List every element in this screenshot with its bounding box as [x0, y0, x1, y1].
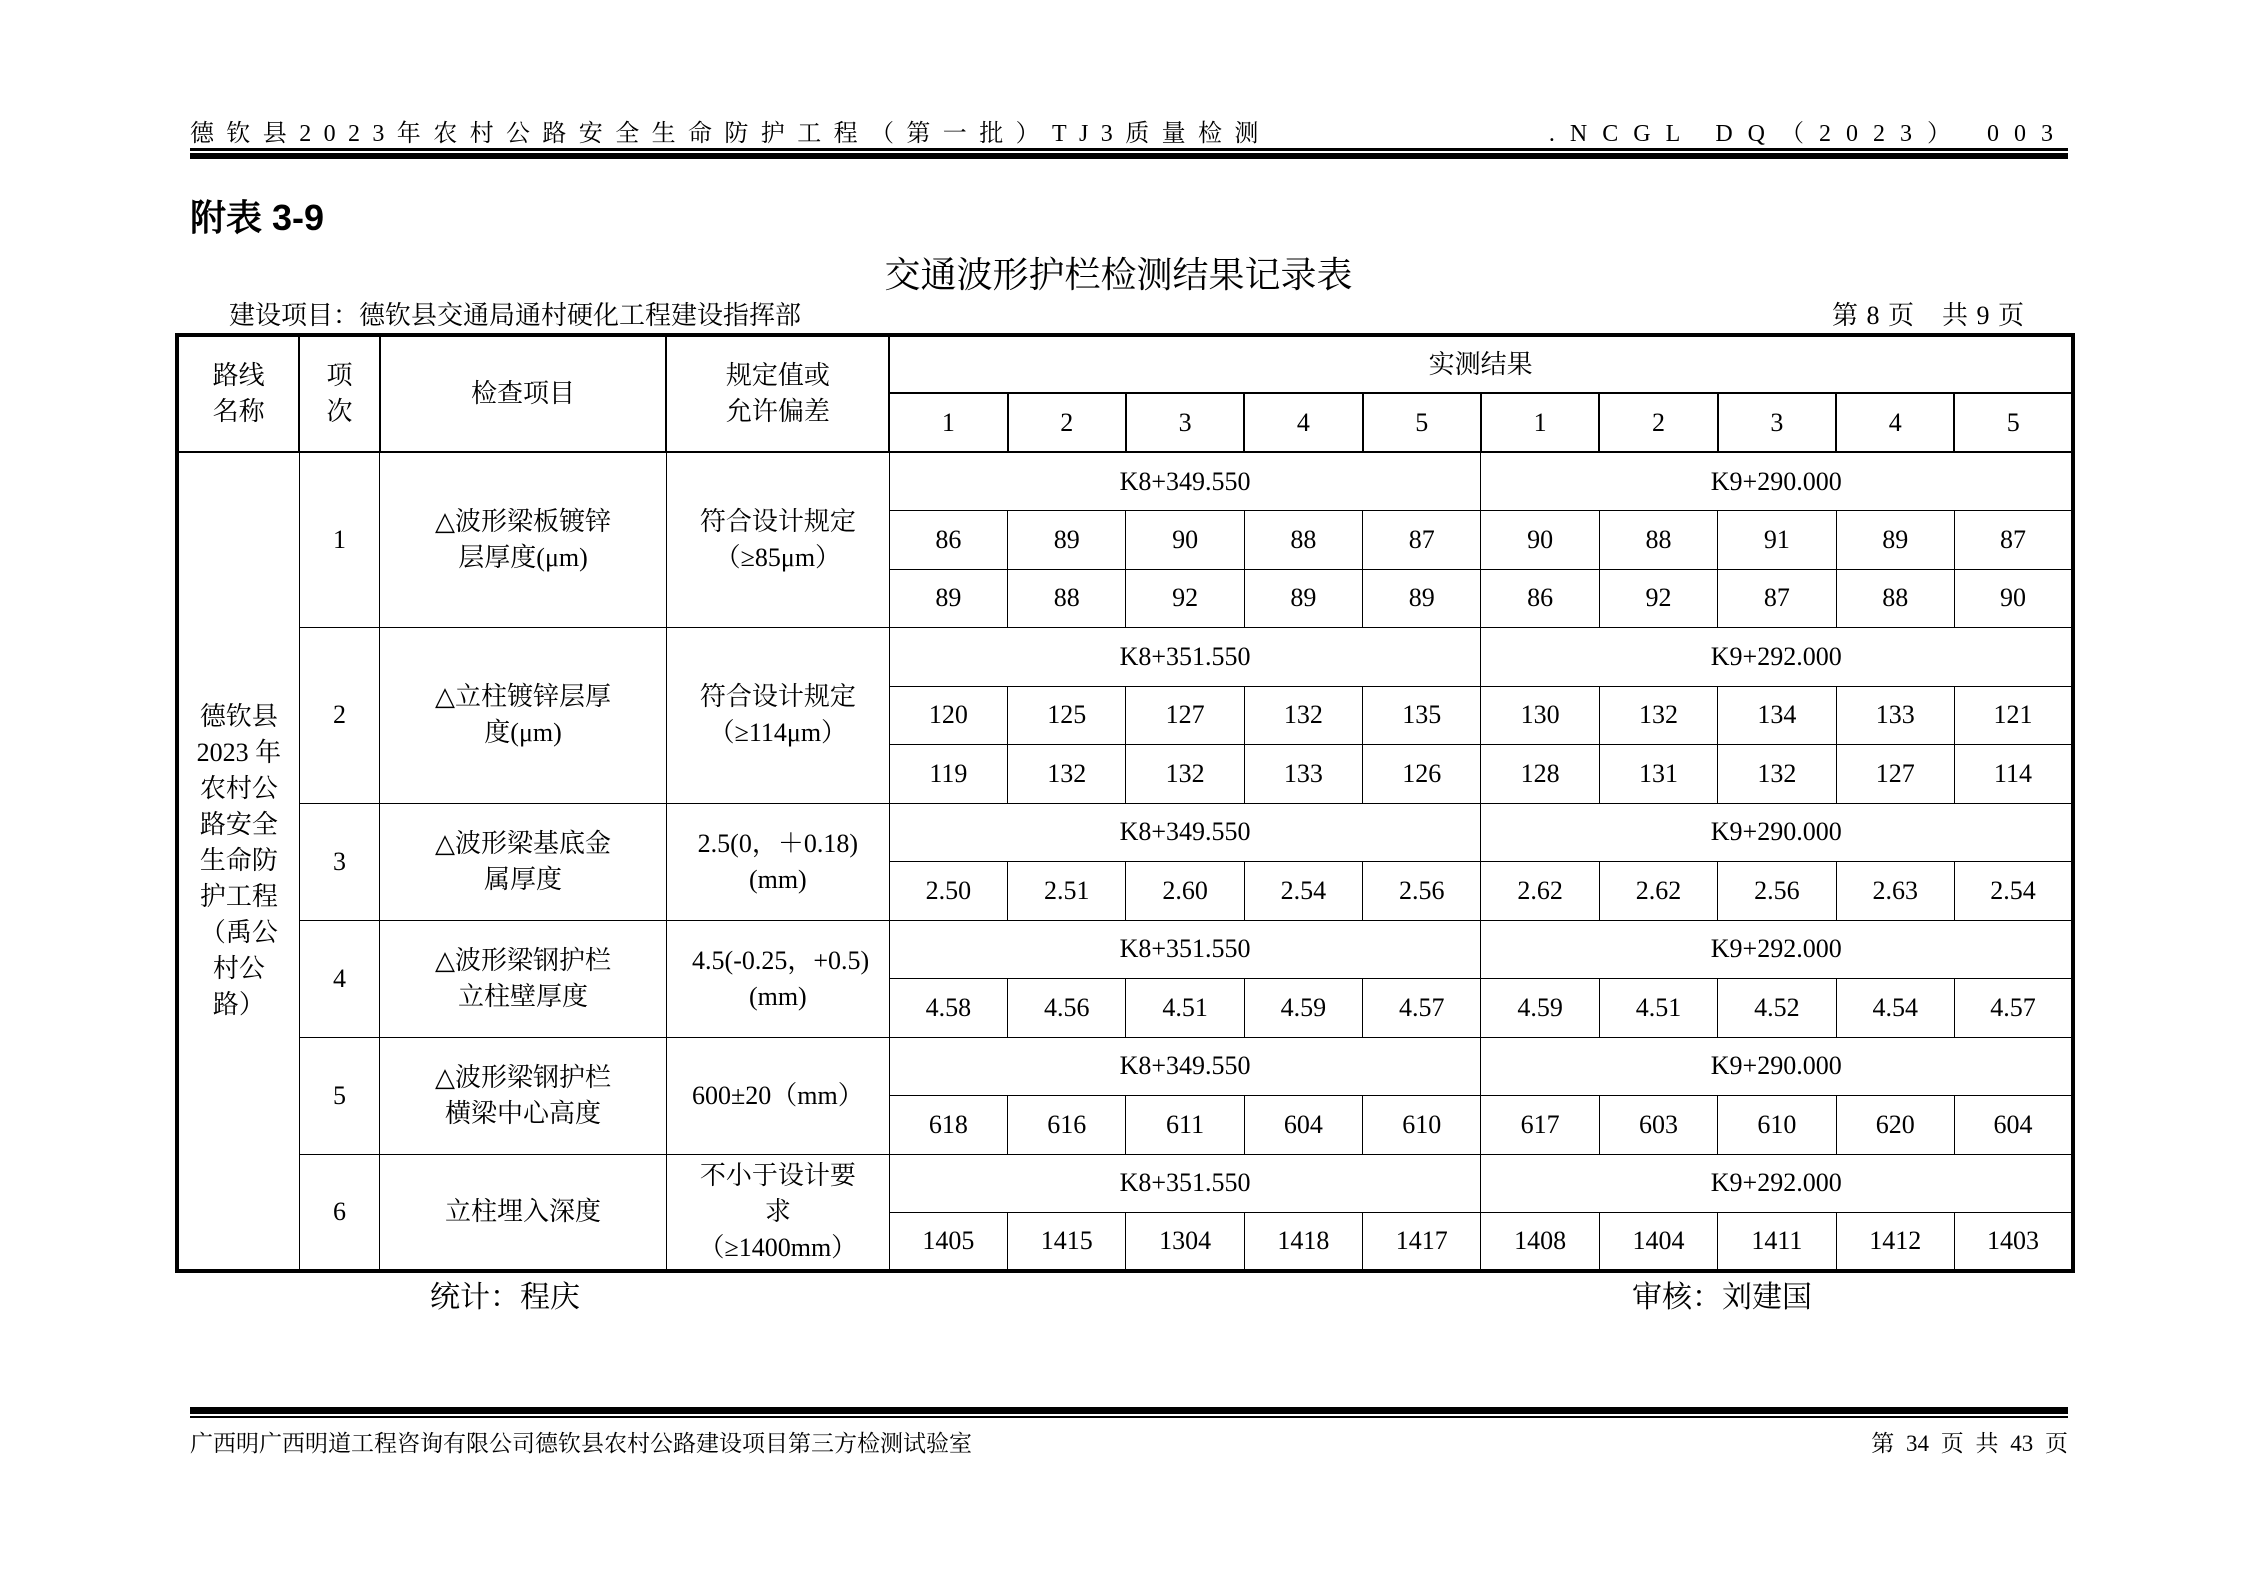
item-number	[299, 803, 379, 920]
review-signature: 审核：刘建国	[1632, 1280, 1812, 1315]
col-header-point: 5	[1954, 393, 2073, 452]
measurement-value: 87	[1954, 511, 2073, 570]
item-number-text: 1	[332, 525, 346, 554]
measurement-value: 1304	[1126, 1213, 1244, 1272]
route-name-line: 2023 年	[196, 738, 282, 767]
col-header-point: 5	[1363, 393, 1481, 452]
measurement-value: 2.56	[1363, 862, 1481, 921]
header-report-number: .NCGL DQ（2023） 003	[1548, 121, 2068, 147]
measurement-value: 131	[1599, 745, 1717, 804]
item-name	[380, 452, 667, 628]
measurement-value: 127	[1836, 745, 1954, 804]
inspection-table	[175, 333, 2075, 1273]
measurement-value: 135	[1363, 686, 1481, 745]
measurement-value: 88	[1599, 511, 1717, 570]
measurement-value: 4.51	[1126, 979, 1244, 1038]
item-spec	[666, 803, 889, 920]
col-header-point: 3	[1718, 393, 1836, 452]
measurement-value: 90	[1954, 569, 2073, 628]
measurement-value: 90	[1126, 511, 1244, 570]
item-spec-text: 2.5(0，＋0.18)(mm)	[697, 828, 858, 894]
measurement-value: 610	[1718, 1096, 1836, 1155]
measurement-value: 1405	[889, 1213, 1007, 1272]
route-name-line: 路）	[212, 990, 265, 1019]
item-number	[299, 452, 379, 628]
measurement-value: 2.54	[1244, 862, 1362, 921]
appendix-label: 附表 3-9	[190, 197, 325, 238]
col-header-item-no-text: 项次	[326, 361, 353, 426]
item-station-row	[177, 1037, 2073, 1096]
item-name	[380, 628, 667, 804]
measurement-value: 603	[1599, 1096, 1717, 1155]
measurement-value: 86	[1481, 569, 1599, 628]
measurement-value: 604	[1244, 1096, 1362, 1155]
col-header-route-name	[177, 335, 299, 452]
measurement-value: 4.57	[1954, 979, 2073, 1038]
header-row-1	[177, 335, 2073, 393]
station-a: K8+351.550	[889, 1154, 1481, 1213]
measurement-value: 2.51	[1008, 862, 1126, 921]
item-name-text: 立柱埋入深度	[445, 1196, 602, 1226]
station-b: K9+292.000	[1481, 1154, 2073, 1213]
item-station-row	[177, 920, 2073, 979]
header-rule-thin	[190, 148, 2068, 151]
item-name	[380, 803, 667, 920]
col-header-spec-text: 规定值或允许偏差	[725, 361, 830, 426]
col-header-spec	[666, 335, 889, 452]
col-header-point: 4	[1836, 393, 1954, 452]
item-station-row	[177, 452, 2073, 511]
item-name	[380, 920, 667, 1037]
running-header	[190, 113, 2068, 147]
item-spec-text: 600±20（mm）	[692, 1080, 864, 1110]
col-header-point: 2	[1599, 393, 1717, 452]
measurement-value: 89	[889, 569, 1007, 628]
measurement-value: 604	[1954, 1096, 2073, 1155]
station-a: K8+349.550	[889, 1037, 1481, 1096]
measurement-value: 4.58	[889, 979, 1007, 1038]
item-spec-text: 符合设计规定（≥114μm）	[699, 682, 856, 748]
col-header-point: 3	[1126, 393, 1244, 452]
item-number	[299, 920, 379, 1037]
measurement-value: 2.62	[1481, 862, 1599, 921]
route-name-line: 村公	[212, 954, 265, 983]
col-header-item-no	[299, 335, 379, 452]
measurement-value: 125	[1008, 686, 1126, 745]
measurement-value: 2.63	[1836, 862, 1954, 921]
measurement-value: 1411	[1718, 1213, 1836, 1272]
item-number-text: 5	[332, 1080, 346, 1110]
measurement-value: 4.56	[1008, 979, 1126, 1038]
measurement-value: 618	[889, 1096, 1007, 1155]
item-name-text: △波形梁钢护栏立柱壁厚度	[435, 945, 612, 1011]
item-name	[380, 1037, 667, 1154]
measurement-value: 87	[1718, 569, 1836, 628]
page-title	[0, 247, 2245, 298]
item-number-text: 2	[332, 700, 346, 730]
measurement-value: 120	[889, 686, 1007, 745]
measurement-value: 92	[1126, 569, 1244, 628]
measurement-value: 1404	[1599, 1213, 1717, 1272]
route-name-line: 生命防	[199, 846, 278, 875]
measurement-value: 1418	[1244, 1213, 1362, 1272]
item-spec	[666, 628, 889, 804]
measurement-value: 132	[1126, 745, 1244, 804]
project-name: 建设项目：德钦县交通局通村硬化工程建设指挥部	[229, 301, 802, 330]
measurement-value: 121	[1954, 686, 2073, 745]
item-name	[380, 1154, 667, 1271]
station-b: K9+290.000	[1481, 1037, 2073, 1096]
measurement-value: 89	[1836, 511, 1954, 570]
measurement-value: 86	[889, 511, 1007, 570]
footer-rule-thin	[190, 1416, 2068, 1418]
measurement-value: 128	[1481, 745, 1599, 804]
measurement-value: 114	[1954, 745, 2073, 804]
measurement-value: 91	[1718, 511, 1836, 570]
measurement-value: 87	[1363, 511, 1481, 570]
measurement-value: 89	[1008, 511, 1126, 570]
measurement-value: 89	[1363, 569, 1481, 628]
item-number-text: 6	[332, 1196, 346, 1226]
measurement-value: 4.54	[1836, 979, 1954, 1038]
item-name-text: △波形梁钢护栏横梁中心高度	[435, 1062, 612, 1128]
item-name-text: △波形梁板镀锌层厚度(μm)	[435, 507, 612, 572]
measurement-value: 1403	[1954, 1213, 2073, 1272]
measurement-value: 2.56	[1718, 862, 1836, 921]
item-spec	[666, 920, 889, 1037]
col-header-results: 实测结果	[889, 335, 2073, 393]
item-name-text: △立柱镀锌层厚度(μm)	[435, 682, 612, 748]
header-project-title: 德钦县2023年农村公路安全生命防护工程（第一批）TJ3质量检测	[190, 121, 1271, 147]
item-spec	[666, 452, 889, 628]
item-number	[299, 1154, 379, 1271]
measurement-value: 620	[1836, 1096, 1954, 1155]
item-spec-text: 4.5(-0.25，+0.5)(mm)	[692, 945, 870, 1011]
item-number	[299, 628, 379, 804]
col-header-point: 4	[1244, 393, 1362, 452]
route-name-line: 德钦县	[199, 702, 278, 731]
measurement-value: 88	[1008, 569, 1126, 628]
item-spec	[666, 1154, 889, 1271]
col-header-point: 1	[889, 393, 1007, 452]
measurement-value: 1417	[1363, 1213, 1481, 1272]
measurement-value: 132	[1599, 686, 1717, 745]
col-header-point: 2	[1008, 393, 1126, 452]
measurement-value: 2.60	[1126, 862, 1244, 921]
route-name-line: 路安全	[199, 810, 278, 839]
measurement-value: 4.52	[1718, 979, 1836, 1038]
page-title-text: 交通波形护栏检测结果记录表	[884, 255, 1353, 295]
measurement-value: 4.59	[1244, 979, 1362, 1038]
measurement-value: 132	[1718, 745, 1836, 804]
measurement-value: 132	[1244, 686, 1362, 745]
measurement-value: 616	[1008, 1096, 1126, 1155]
header-rule-thick	[190, 153, 2068, 159]
route-name-line: （禹公	[199, 918, 278, 947]
measurement-value: 88	[1836, 569, 1954, 628]
measurement-value: 132	[1008, 745, 1126, 804]
measurement-value: 90	[1481, 511, 1599, 570]
item-station-row	[177, 1154, 2073, 1213]
measurement-value: 133	[1836, 686, 1954, 745]
route-name-line: 农村公	[199, 774, 278, 803]
col-header-check-item: 检查项目	[380, 335, 667, 452]
station-b: K9+292.000	[1481, 628, 2073, 687]
measurement-value: 617	[1481, 1096, 1599, 1155]
measurement-value: 126	[1363, 745, 1481, 804]
item-number-text: 4	[332, 963, 346, 993]
item-spec-text: 符合设计规定（≥85μm）	[699, 507, 856, 572]
route-name-cell	[177, 452, 299, 1271]
station-a: K8+349.550	[889, 803, 1481, 862]
item-number	[299, 1037, 379, 1154]
station-a: K8+351.550	[889, 920, 1481, 979]
measurement-value: 89	[1244, 569, 1362, 628]
station-b: K9+292.000	[1481, 920, 2073, 979]
footer-lab-name: 广西明广西明道工程咨询有限公司德钦县农村公路建设项目第三方检测试验室	[190, 1431, 972, 1456]
measurement-value: 88	[1244, 511, 1362, 570]
measurement-value: 2.62	[1599, 862, 1717, 921]
item-station-row	[177, 628, 2073, 687]
item-name-text: △波形梁基底金属厚度	[435, 828, 612, 894]
item-spec-text: 不小于设计要求（≥1400mm）	[698, 1160, 858, 1262]
measurement-value: 130	[1481, 686, 1599, 745]
measurement-value: 611	[1126, 1096, 1244, 1155]
station-a: K8+349.550	[889, 452, 1481, 511]
station-b: K9+290.000	[1481, 452, 2073, 511]
measurement-value: 4.59	[1481, 979, 1599, 1038]
station-a: K8+351.550	[889, 628, 1481, 687]
measurement-value: 133	[1244, 745, 1362, 804]
measurement-value: 1412	[1836, 1213, 1954, 1272]
measurement-value: 4.57	[1363, 979, 1481, 1038]
footer-page-number: 第 34 页 共 43 页	[1871, 1431, 2068, 1456]
measurement-value: 1408	[1481, 1213, 1599, 1272]
station-b: K9+290.000	[1481, 803, 2073, 862]
route-name-line: 护工程	[199, 882, 278, 911]
measurement-value: 610	[1363, 1096, 1481, 1155]
footer-rule-thick	[190, 1407, 2068, 1414]
measurement-value: 119	[889, 745, 1007, 804]
measurement-value: 92	[1599, 569, 1717, 628]
measurement-value: 4.51	[1599, 979, 1717, 1038]
measurement-value: 134	[1718, 686, 1836, 745]
measurement-value: 2.54	[1954, 862, 2073, 921]
measurement-value: 2.50	[889, 862, 1007, 921]
measurement-value: 1415	[1008, 1213, 1126, 1272]
table-page-info: 第 8 页 共 9 页	[1832, 301, 2026, 330]
measurement-value: 127	[1126, 686, 1244, 745]
col-header-point: 1	[1481, 393, 1599, 452]
item-number-text: 3	[332, 846, 346, 876]
item-spec	[666, 1037, 889, 1154]
statistics-signature: 统计：程庆	[430, 1280, 580, 1315]
col-header-route-name-text: 路线名称	[212, 361, 265, 426]
item-station-row	[177, 803, 2073, 862]
